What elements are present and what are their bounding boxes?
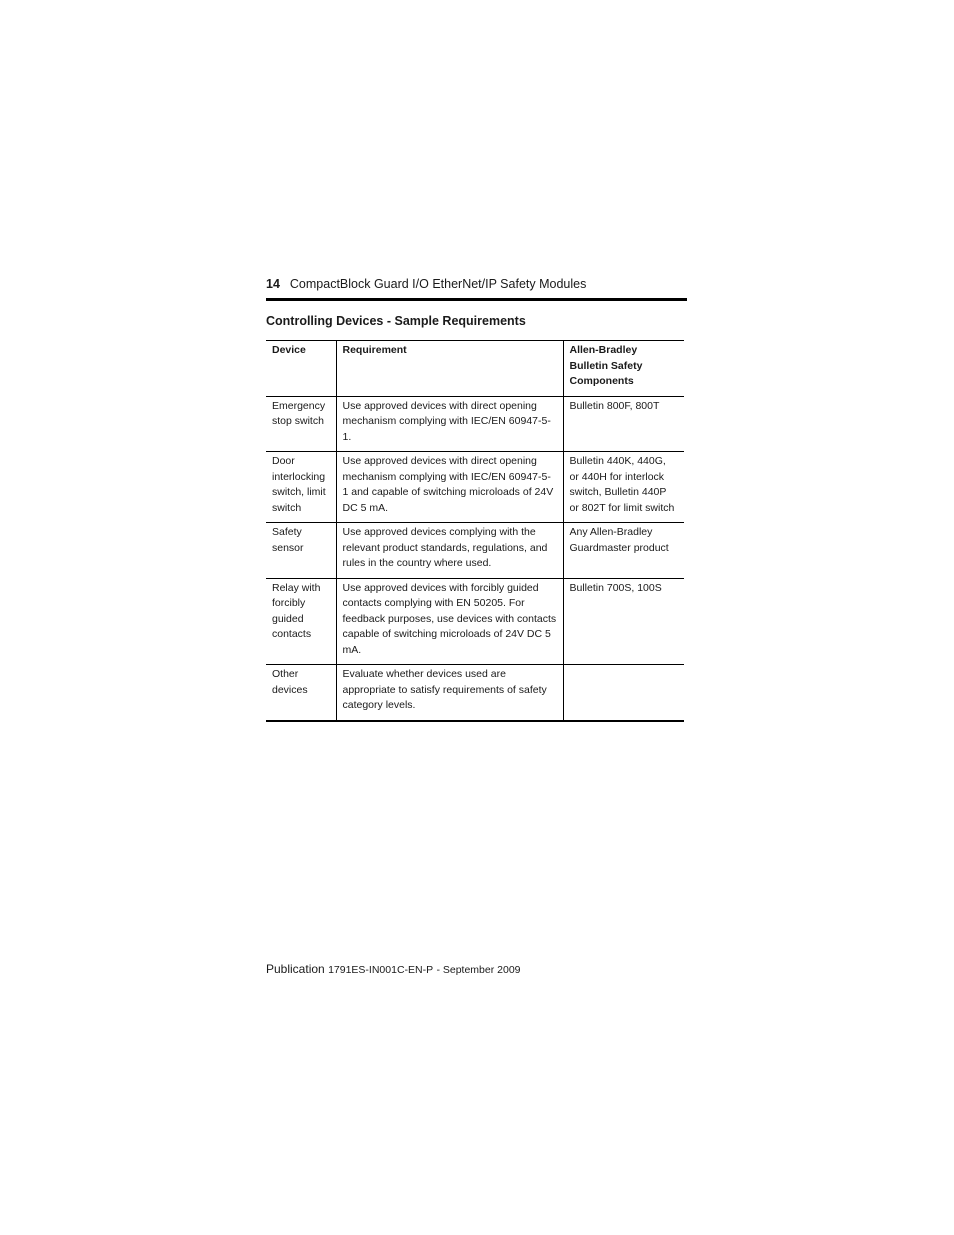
device-cell: Safety sensor bbox=[266, 523, 336, 579]
components-cell: Bulletin 800F, 800T bbox=[563, 396, 684, 452]
components-cell bbox=[563, 665, 684, 721]
device-cell: Other devices bbox=[266, 665, 336, 721]
requirement-cell: Use approved devices with forcibly guided contacts complying with EN 50205. For feedback purposes, use devices with contacts capable of switching microloads of 24V DC 5 mA. bbox=[336, 578, 563, 665]
header-rule bbox=[266, 298, 687, 301]
publication-footer bbox=[266, 961, 521, 978]
column-header-device: Device bbox=[266, 341, 336, 397]
requirement-cell: Use approved devices complying with the relevant product standards, regulations, and rules in the country where used. bbox=[336, 523, 563, 579]
publication-date: - September 2009 bbox=[436, 964, 521, 976]
table-row bbox=[266, 578, 684, 665]
publication-number: 1791ES-IN001C-EN-P bbox=[328, 964, 434, 976]
device-cell: Relay with forcibly guided contacts bbox=[266, 578, 336, 665]
requirement-cell: Evaluate whether devices used are appropriate to satisfy requirements of safety category levels. bbox=[336, 665, 563, 721]
requirement-cell: Use approved devices with direct opening mechanism complying with IEC/EN 60947-5-1. bbox=[336, 396, 563, 452]
running-header bbox=[266, 276, 687, 292]
table-title: Controlling Devices - Sample Requirements bbox=[266, 314, 526, 328]
device-cell: Door interlocking switch, limit switch bbox=[266, 452, 336, 523]
column-header-components: Allen-Bradley Bulletin Safety Components bbox=[563, 341, 684, 397]
table-row bbox=[266, 452, 684, 523]
requirements-table bbox=[266, 340, 684, 722]
column-header-requirement: Requirement bbox=[336, 341, 563, 397]
table-row bbox=[266, 665, 684, 721]
table-header-row bbox=[266, 341, 684, 397]
components-cell: Any Allen-Bradley Guardmaster product bbox=[563, 523, 684, 579]
table-row bbox=[266, 396, 684, 452]
requirement-cell: Use approved devices with direct opening mechanism complying with IEC/EN 60947-5-1 and capable of switching microloads of 24V DC 5 mA. bbox=[336, 452, 563, 523]
device-cell: Emergency stop switch bbox=[266, 396, 336, 452]
publication-label: Publication bbox=[266, 962, 325, 976]
running-title: CompactBlock Guard I/O EtherNet/IP Safety Modules bbox=[289, 277, 587, 291]
table-row bbox=[266, 523, 684, 579]
components-cell: Bulletin 700S, 100S bbox=[563, 578, 684, 665]
components-cell: Bulletin 440K, 440G, or 440H for interlock switch, Bulletin 440P or 802T for limit switch bbox=[563, 452, 684, 523]
page-number: 14 bbox=[266, 277, 280, 291]
